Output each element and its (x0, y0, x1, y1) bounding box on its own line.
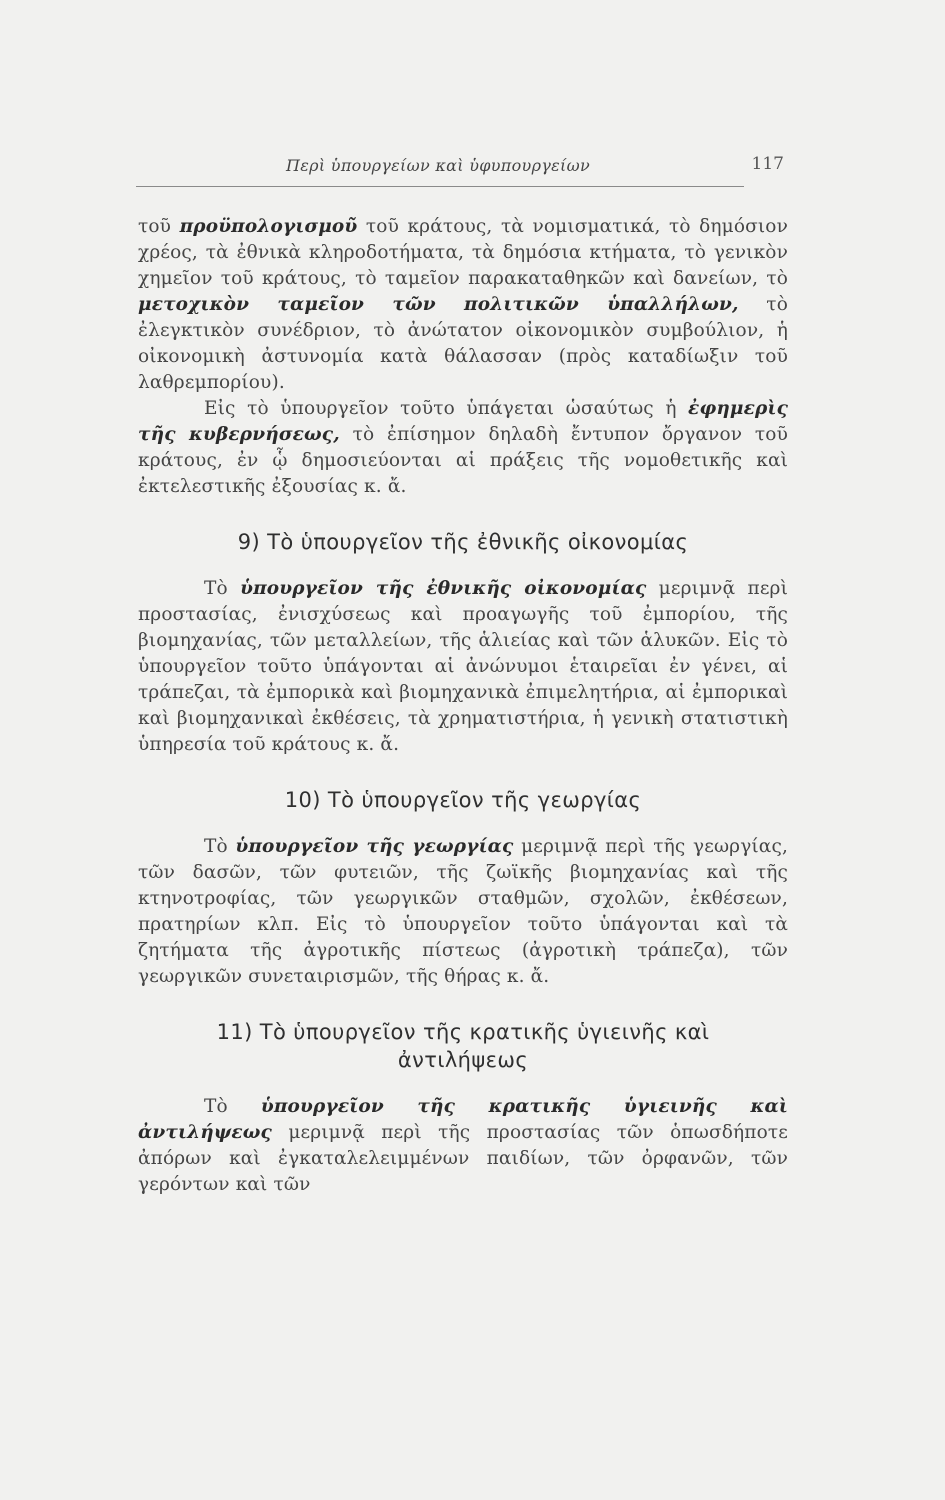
text-run: μεριμνᾷ περὶ προστασίας, ἐνισχύσεως καὶ προαγωγῆς τοῦ ἐμπορίου, τῆς βιομηχανίας, τῶν μεταλλείων, τῆς ἁλιείας καὶ τῶν ἁλυκῶν. Εἰς τὸ ὑπουργεῖον τοῦτο ὑπάγονται αἱ ἀνώνυμοι ἑταιρεῖαι ἐν γένει, αἱ τράπεζαι, τὰ ἐμπορικὰ καὶ βιομηχανικὰ ἐπιμελητήρια, αἱ ἐμπορικαὶ καὶ βιομηχανικαὶ ἐκθέσεις, τὰ χρηματιστήρια, ἡ γενικὴ στατιστικὴ ὑπηρεσία τοῦ κράτους κ. ἄ. (138, 578, 788, 755)
section-title-11-line2: ἀντιλήψεως (397, 1048, 529, 1072)
text-run: μεριμνᾷ περὶ τῆς προστασίας τῶν ὁπωσδήποτε ἀπόρων καὶ ἐγκαταλελειμμένων παιδίων, τῶν ὀρφανῶν, τῶν γερόντων καὶ τῶν (138, 1122, 788, 1195)
bold-term: ὑπουργεῖον τῆς ἐθνικῆς οἰκονομίας (240, 578, 647, 599)
text-run: Εἰς τὸ ὑπουργεῖον τοῦτο ὑπάγεται ὡσαύτως ἡ (204, 398, 689, 419)
paragraph-gazette (138, 396, 788, 500)
text-run: μεριμνᾷ περὶ τῆς γεωργίας, τῶν δασῶν, τῶν φυτειῶν, τῆς ζωϊκῆς βιομηχανίας καὶ τῆς κτηνοτροφίας, τῶν γεωργικῶν σταθμῶν, σχολῶν, ἐκθέσεων, πρατηρίων κλπ. Εἰς τὸ ὑπουργεῖον τοῦτο ὑπάγονται καὶ τὰ ζητήματα τῆς ἀγροτικῆς πίστεως (ἀγροτικὴ τράπεζα), τῶν γεωργικῶν συνεταιρισμῶν, τῆς θήρας κ. ἄ. (138, 836, 788, 987)
text-run: τὸ ἐλεγκτικὸν συνέδριον, τὸ ἀνώτατον οἰκονομικὸν συμβούλιον, ἡ οἰκονομικὴ ἀστυνομία κατὰ θάλασσαν (πρὸς καταδίωξιν τοῦ λαθρεμπορίου). (138, 294, 788, 393)
running-title: Περὶ ὑπουργείων καὶ ὑφυπουργείων (286, 156, 590, 175)
bold-term: ὑπουργεῖον τῆς γεωργίας (235, 836, 514, 857)
body-text (138, 214, 788, 1198)
section-body-10 (138, 834, 788, 990)
header-rule (136, 186, 744, 187)
text-run: τὸ ἐπίσημον δηλαδὴ ἔντυπον ὄργανον τοῦ κράτους, ἐν ᾧ δημοσιεύονται αἱ πράξεις τῆς νομοθετικῆς καὶ ἐκτελεστικῆς ἐξουσίας κ. ἄ. (138, 424, 788, 497)
section-title-11 (138, 1018, 788, 1074)
section-title-11-line1: 11) Τὸ ὑπουργεῖον τῆς κρατικῆς ὑγιεινῆς καὶ (216, 1020, 710, 1044)
text-run: Τὸ (204, 1096, 261, 1117)
section-body-9 (138, 576, 788, 758)
bold-term: ἐφημερὶς τῆς κυβερνήσεως, (138, 398, 788, 445)
text-run: τοῦ (138, 216, 180, 237)
bold-term: ὑπουργεῖον τῆς κρατικῆς ὑγιεινῆς καὶ ἀντιλήψεως (138, 1096, 788, 1143)
section-title-9: 9) Τὸ ὑπουργεῖον τῆς ἐθνικῆς οἰκονομίας (237, 530, 689, 554)
section-title-10: 10) Τὸ ὑπουργεῖον τῆς γεωργίας (284, 788, 642, 812)
page-number: 117 (751, 154, 784, 174)
text-run: Τὸ (204, 578, 241, 599)
section-body-11 (138, 1094, 788, 1198)
running-head (136, 150, 784, 190)
bold-term: μετοχικὸν ταμεῖον τῶν πολιτικῶν ὑπαλλήλων, (138, 294, 739, 315)
bold-term: προϋπολογισμοῦ (179, 216, 358, 237)
paragraph-continuation (138, 214, 788, 396)
text-run: τοῦ κράτους, τὰ νομισματικά, τὸ δημόσιον χρέος, τὰ ἐθνικὰ κληροδοτήματα, τὰ δημόσια κτήματα, τὸ γενικὸν χημεῖον τοῦ κράτους, τὸ ταμεῖον παρακαταθηκῶν καὶ δανείων, τὸ (138, 216, 788, 289)
text-run: Τὸ (204, 836, 236, 857)
